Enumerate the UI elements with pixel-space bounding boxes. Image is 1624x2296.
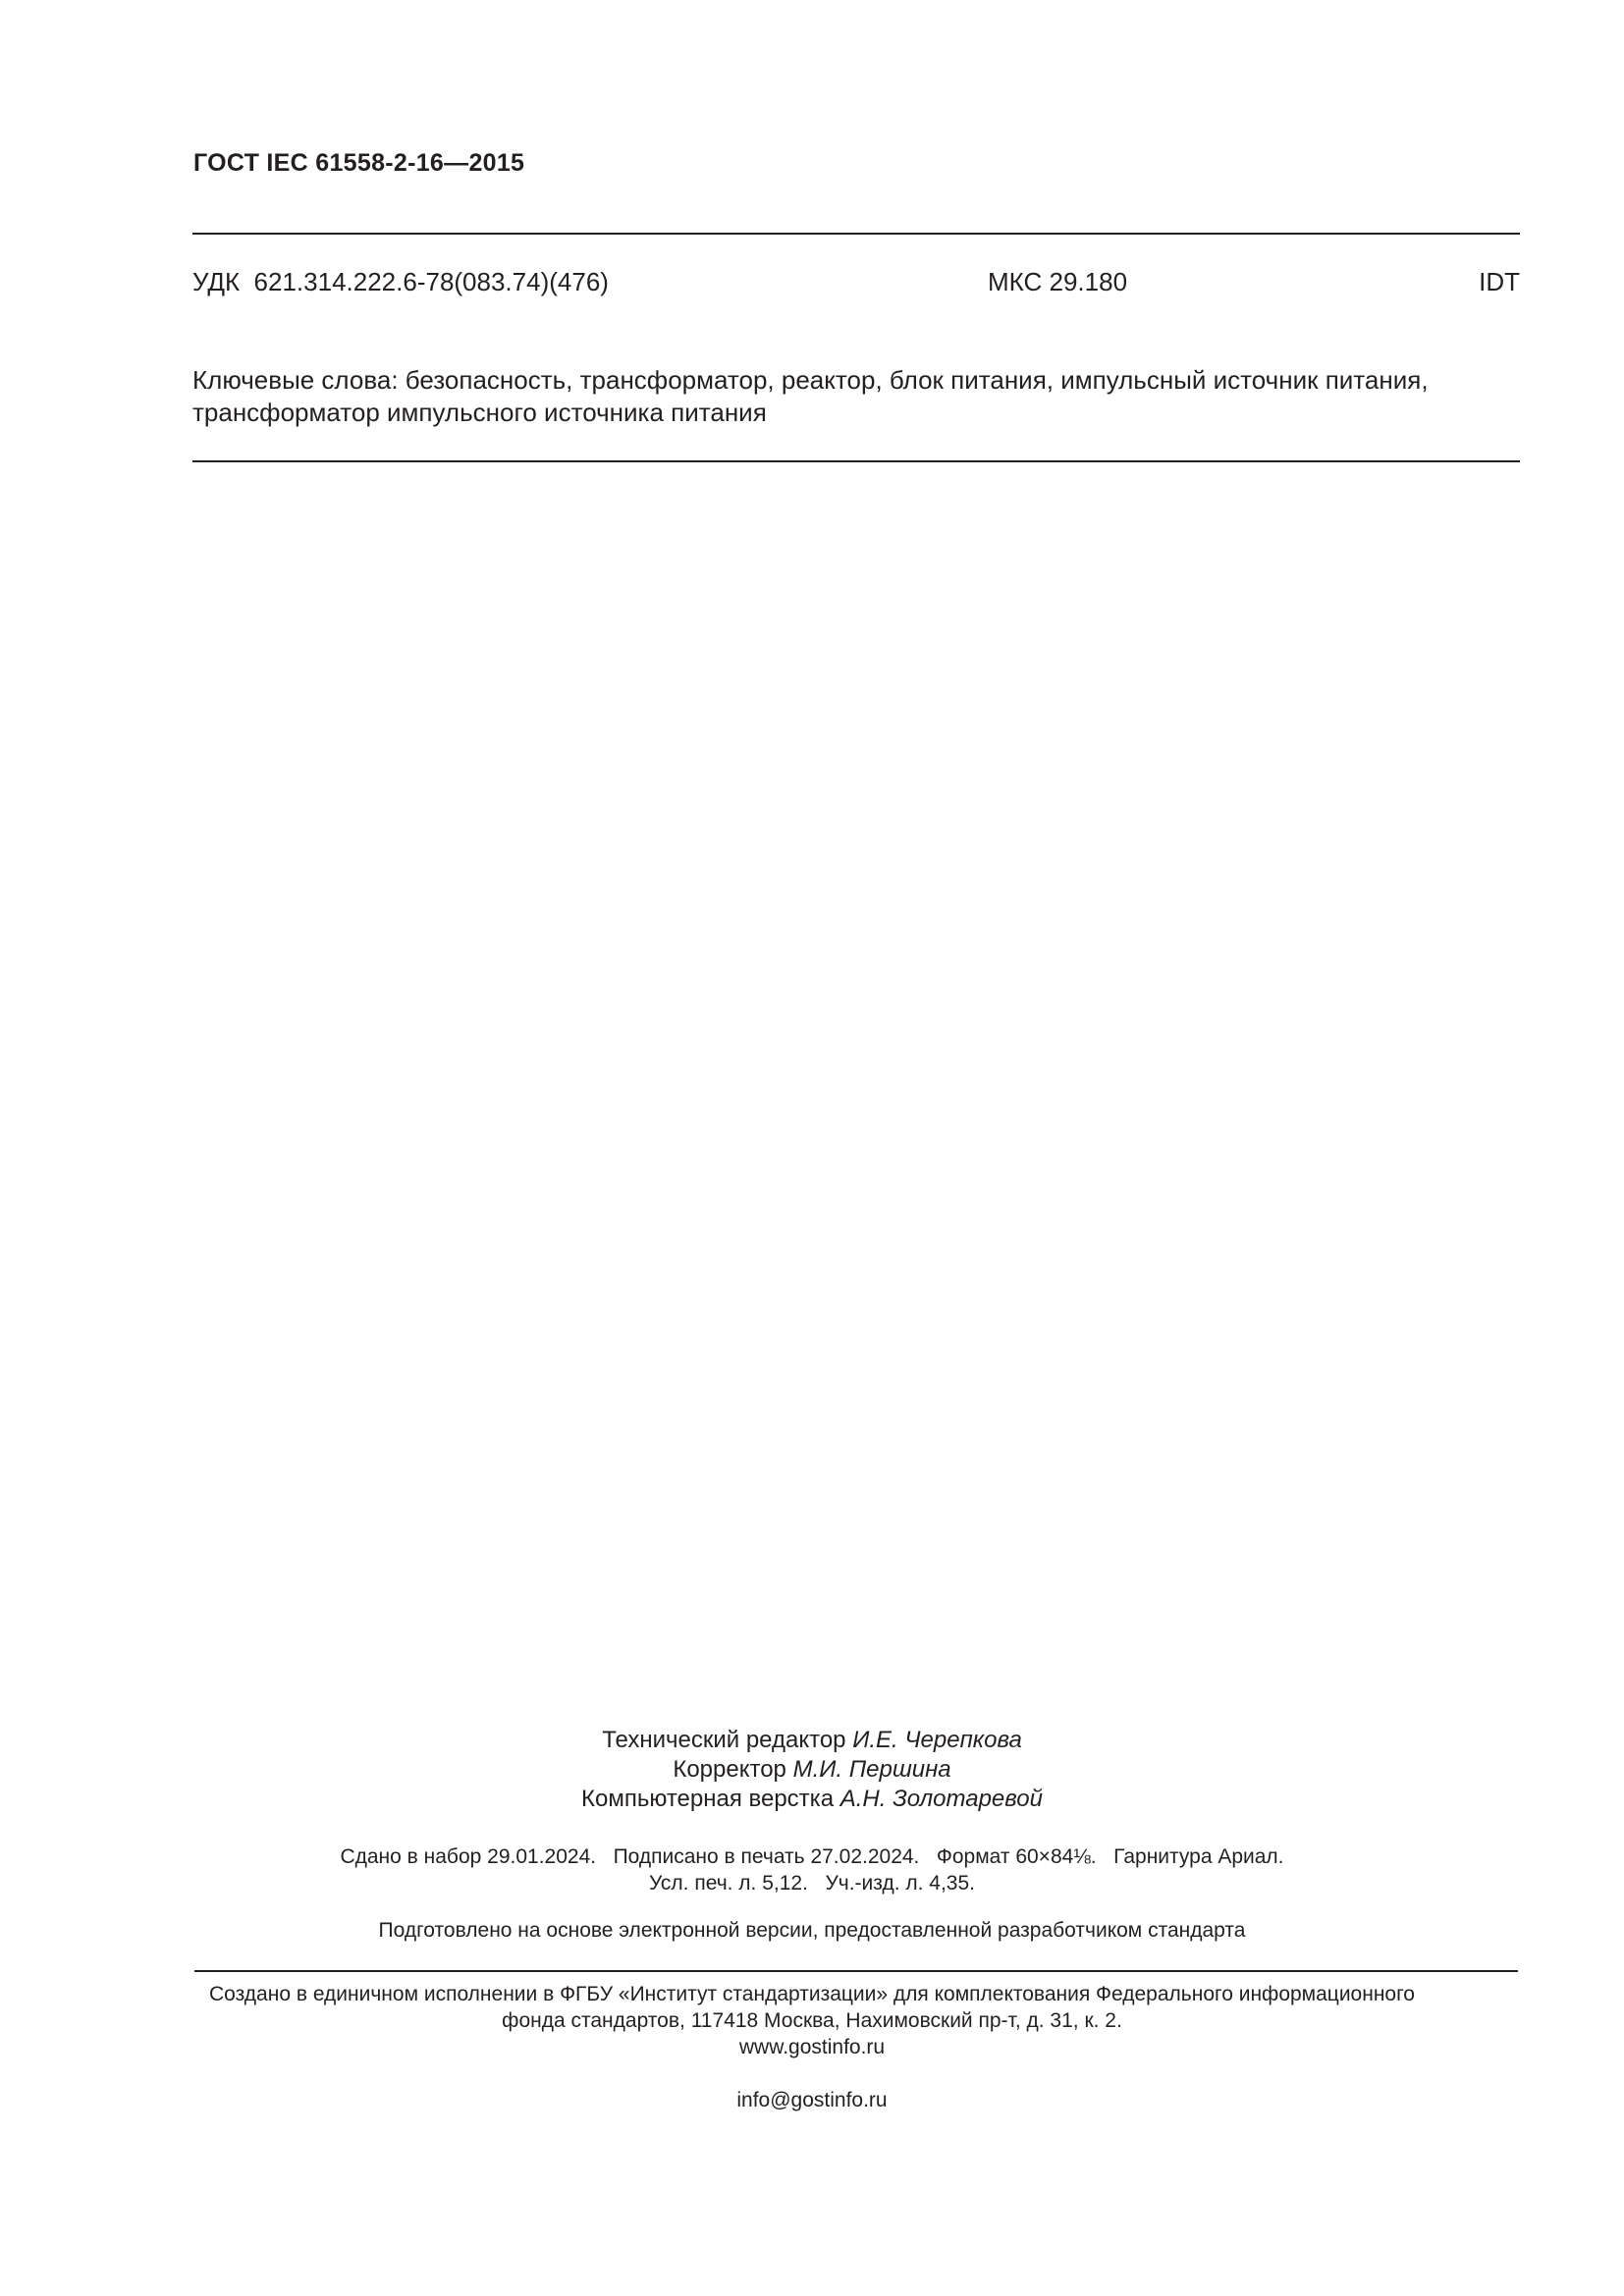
layout-line	[0, 1785, 1624, 1814]
corrector-line	[0, 1755, 1624, 1785]
print-info-line-2: Усл. печ. л. 5,12. Уч.-изд. л. 4,35.	[648, 1872, 975, 1895]
publisher-contacts	[0, 2034, 1624, 2113]
classification-row	[192, 267, 1520, 300]
tech-editor-label: Технический редактор	[602, 1727, 853, 1753]
website-link[interactable]: www.gostinfo.ru	[738, 2036, 886, 2058]
corrector-name: М.И. Першина	[792, 1756, 951, 1783]
publisher-block	[0, 1981, 1624, 2113]
publisher-line-2: фонда стандартов, 117418 Москва, Нахимовский пр-т, д. 31, к. 2.	[502, 2009, 1122, 2032]
publisher-line-1: Создано в единичном исполнении в ФГБУ «Институт стандартизации» для комплектования Федерального информационного	[209, 1983, 1415, 2005]
layout-label: Компьютерная верстка	[581, 1786, 840, 1812]
idt-label: IDT	[1479, 267, 1520, 296]
print-info-line-1: Сдано в набор 29.01.2024. Подписано в печать 27.02.2024. Формат 60×84⅛. Гарнитура Ариал.	[340, 1845, 1284, 1868]
tech-editor-line	[0, 1726, 1624, 1755]
keywords-line-1: Ключевые слова: безопасность, трансформатор, реактор, блок питания, импульсный источник питания,	[192, 365, 1429, 395]
credits-block	[0, 1726, 1624, 1814]
layout-name: А.Н. Золотаревой	[839, 1786, 1043, 1812]
mks-code: МКС 29.180	[988, 267, 1128, 296]
keywords-block	[192, 364, 1524, 429]
udc-code: УДК 621.314.222.6-78(083.74)(476)	[192, 267, 609, 296]
middle-divider	[192, 460, 1520, 462]
tech-editor-name: И.Е. Черепкова	[852, 1727, 1022, 1753]
top-divider	[192, 233, 1520, 235]
bottom-divider	[194, 1970, 1518, 1972]
standard-code: ГОСТ IEC 61558-2-16—2015	[193, 149, 525, 177]
email-link[interactable]: info@gostinfo.ru	[736, 2089, 888, 2111]
corrector-label: Корректор	[673, 1756, 793, 1783]
keywords-line-2: трансформатор импульсного источника питания	[192, 398, 767, 427]
prepared-note: Подготовлено на основе электронной версии, предоставленной разработчиком стандарта	[378, 1919, 1246, 1942]
print-info-block	[0, 1843, 1624, 1896]
